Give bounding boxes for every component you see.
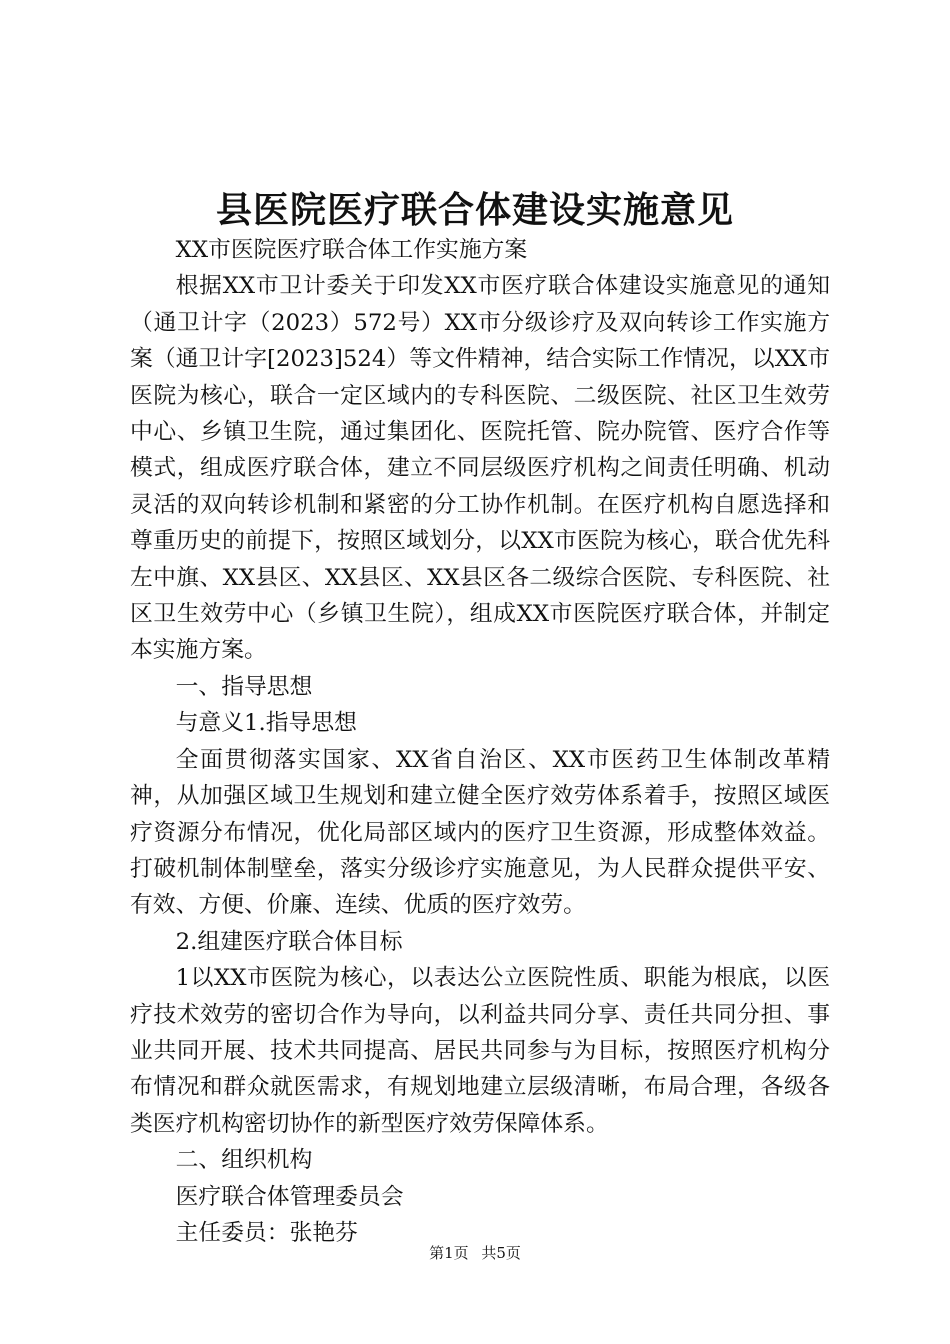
page-total: 共5页: [481, 1244, 521, 1262]
page-footer: [0, 1242, 950, 1264]
heading-guiding-thought: 一、指导思想: [175, 673, 313, 700]
document-body: [130, 232, 830, 1251]
document-title: 县医院医疗联合体建设实施意见: [215, 189, 734, 231]
paragraph-committee: 医疗联合体管理委员会: [175, 1183, 404, 1210]
paragraph-intro: 根据XX市卫计委关于印发XX市医疗联合体建设实施意见的通知（通卫计字（2023）572号）XX市分级诊疗及双向转诊工作实施方案（通卫计字[2023]524）等文件精神，结合实际工作情况，以XX市医院为核心，联合一定区域内的专科医院、二级医院、社区卫生效劳中心、乡镇卫生院，通过集团化、医院托管、院办院管、医疗合作等模式，组成医疗联合体，建立不同层级医疗机构之间责任明确、机动灵活的双向转诊机制和紧密的分工协作机制。在医疗机构自愿选择和尊重历史的前提下，按照区域划分，以XX市医院为核心，联合优先科左中旗、XX县区、XX县区、XX县区各二级综合医院、专科医院、社区卫生效劳中心（乡镇卫生院），组成XX市医院医疗联合体，并制定本实施方案。: [130, 273, 830, 664]
paragraph-objectives: 1以XX市医院为核心，以表达公立医院性质、职能为根底，以医疗技术效劳的密切合作为导向，以利益共同分享、责任共同分担、事业共同开展、技术共同提高、居民共同参与为目标，按照医疗机构分布情况和群众就医需求，有规划地建立层级清晰，布局合理，各级各类医疗机构密切协作的新型医疗效劳保障体系。: [130, 965, 830, 1137]
paragraph-guiding-thought: 全面贯彻落实国家、XX省自治区、XX市医药卫生体制改革精神，从加强区域卫生规划和建立健全医疗效劳体系着手，按照区域医疗资源分布情况，优化局部区域内的医疗卫生资源，形成整体效益。打破机制体制壁垒，落实分级诊疗实施意见，为人民群众提供平安、有效、方便、价廉、连续、优质的医疗效劳。: [130, 746, 830, 919]
paragraph-plan-title: XX市医院医疗联合体工作实施方案: [175, 237, 528, 263]
paragraph-director: 主任委员：张艳芬: [175, 1219, 358, 1246]
page-number: 第1页: [429, 1244, 469, 1262]
heading-organization: 二、组织机构: [175, 1147, 313, 1174]
heading-objectives: 2.组建医疗联合体目标: [175, 928, 403, 955]
heading-significance: 与意义1.指导思想: [175, 710, 357, 737]
